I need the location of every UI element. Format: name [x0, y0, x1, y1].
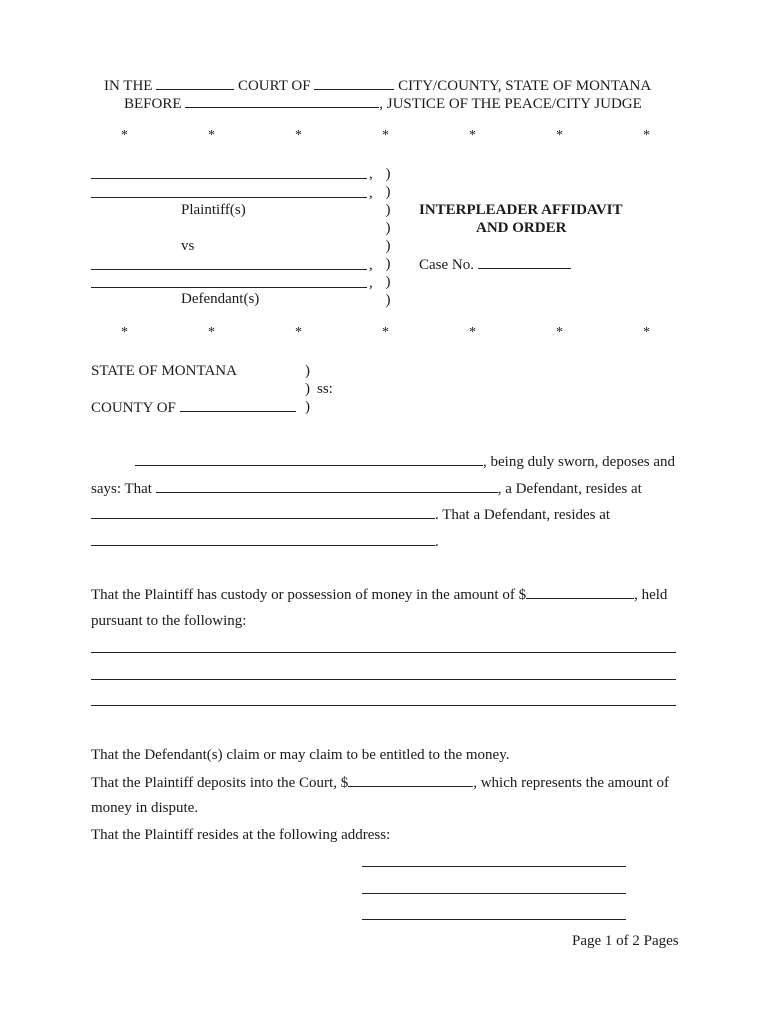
separator-star: *	[556, 325, 563, 340]
separator-star: *	[208, 325, 215, 340]
plaintiff-address-field-2[interactable]	[362, 893, 626, 894]
says-that-text: says: That	[91, 481, 152, 497]
venue-paren: )	[305, 399, 310, 415]
sworn-text: , being duly sworn, deposes and	[483, 454, 676, 470]
defendant-resides-text-1: , a Defendant, resides at	[497, 481, 642, 497]
pursuant-text: pursuant to the following:	[91, 613, 247, 629]
separator-star: *	[469, 325, 476, 340]
case-number-field[interactable]	[478, 255, 571, 269]
defendant-1-name-field[interactable]	[156, 479, 498, 493]
defendant-resides-text-2: . That a Defendant, resides at	[435, 507, 611, 523]
defendant-label: Defendant(s)	[181, 291, 260, 307]
custody-held-text: , held	[634, 587, 668, 603]
document-title-line-2: AND ORDER	[476, 220, 567, 236]
case-number-label: Case No.	[419, 257, 474, 273]
caption-paren: )	[385, 166, 391, 182]
city-county-field[interactable]	[314, 76, 394, 90]
separator-star: *	[295, 325, 302, 340]
caption-paren: )	[385, 220, 391, 236]
comma: ,	[369, 275, 373, 291]
affiant-name-field[interactable]	[135, 452, 483, 466]
defendant-2-address-field[interactable]	[91, 532, 435, 546]
plaintiff-address-text: That the Plaintiff resides at the following address:	[91, 827, 391, 843]
separator-star: *	[382, 325, 389, 340]
separator-star: *	[643, 325, 650, 340]
pursuant-field-2[interactable]	[91, 679, 676, 680]
separator-star: *	[469, 128, 476, 143]
custody-amount-field[interactable]	[526, 585, 634, 599]
defendant-1-address-row	[91, 505, 610, 524]
plaintiff-address-field-3[interactable]	[362, 919, 626, 920]
caption-paren: )	[385, 292, 391, 308]
document-title-line-1: INTERPLEADER AFFIDAVIT	[419, 202, 623, 218]
case-number-row	[419, 255, 571, 274]
separator-star: *	[556, 128, 563, 143]
header-line-1	[104, 76, 651, 95]
plaintiff-name-field-2[interactable]	[91, 197, 367, 198]
deposit-after-text: , which represents the amount of	[473, 775, 669, 791]
custody-text: That the Plaintiff has custody or possession of money in the amount of $	[91, 587, 527, 603]
comma: ,	[369, 257, 373, 273]
comma: ,	[369, 166, 373, 182]
caption-paren: )	[385, 184, 391, 200]
court-name-field[interactable]	[156, 76, 234, 90]
header-in-the: IN THE	[104, 78, 153, 94]
separator-star: *	[295, 128, 302, 143]
pursuant-field-3[interactable]	[91, 705, 676, 706]
venue-paren: )	[305, 363, 310, 379]
plaintiff-name-field-1[interactable]	[91, 178, 367, 179]
affiant-row	[135, 452, 675, 471]
page-number: Page 1 of 2 Pages	[572, 933, 679, 949]
header-city-county-state: CITY/COUNTY, STATE OF MONTANA	[398, 78, 652, 94]
caption-paren: )	[385, 274, 391, 290]
header-court-of: COURT OF	[237, 78, 311, 94]
separator-star: *	[208, 128, 215, 143]
deposit-amount-field[interactable]	[348, 773, 473, 787]
says-that-row	[91, 479, 642, 498]
period: .	[435, 534, 439, 550]
venue-ss: ss:	[317, 381, 333, 397]
defendant-2-address-row	[91, 532, 439, 551]
comma: ,	[369, 185, 373, 201]
county-name-field[interactable]	[180, 398, 296, 412]
caption-paren: )	[385, 256, 391, 272]
plaintiff-address-field-1[interactable]	[362, 866, 626, 867]
deposit-text: That the Plaintiff deposits into the Court, $	[91, 775, 349, 791]
money-dispute-text: money in dispute.	[91, 800, 199, 816]
defendant-claim-text: That the Defendant(s) claim or may claim to be entitled to the money.	[91, 747, 510, 763]
judge-name-field[interactable]	[185, 94, 379, 108]
header-line-2	[124, 94, 642, 113]
separator-star: *	[121, 128, 128, 143]
separator-star: *	[382, 128, 389, 143]
defendant-1-address-field[interactable]	[91, 505, 435, 519]
separator-star: *	[121, 325, 128, 340]
custody-row	[91, 585, 667, 604]
header-justice: , JUSTICE OF THE PEACE/CITY JUDGE	[379, 96, 642, 112]
venue-paren: )	[305, 381, 310, 397]
defendant-name-field-2[interactable]	[91, 287, 367, 288]
caption-paren: )	[385, 238, 391, 254]
caption-paren: )	[385, 202, 391, 218]
venue-state: STATE OF MONTANA	[91, 363, 237, 379]
venue-county-row	[91, 398, 296, 417]
header-before: BEFORE	[124, 96, 182, 112]
pursuant-field-1[interactable]	[91, 652, 676, 653]
separator-star: *	[643, 128, 650, 143]
plaintiff-label: Plaintiff(s)	[181, 202, 246, 218]
defendant-name-field-1[interactable]	[91, 269, 367, 270]
deposit-row	[91, 773, 669, 792]
vs-label: vs	[181, 238, 195, 254]
venue-county-label: COUNTY OF	[91, 400, 176, 416]
